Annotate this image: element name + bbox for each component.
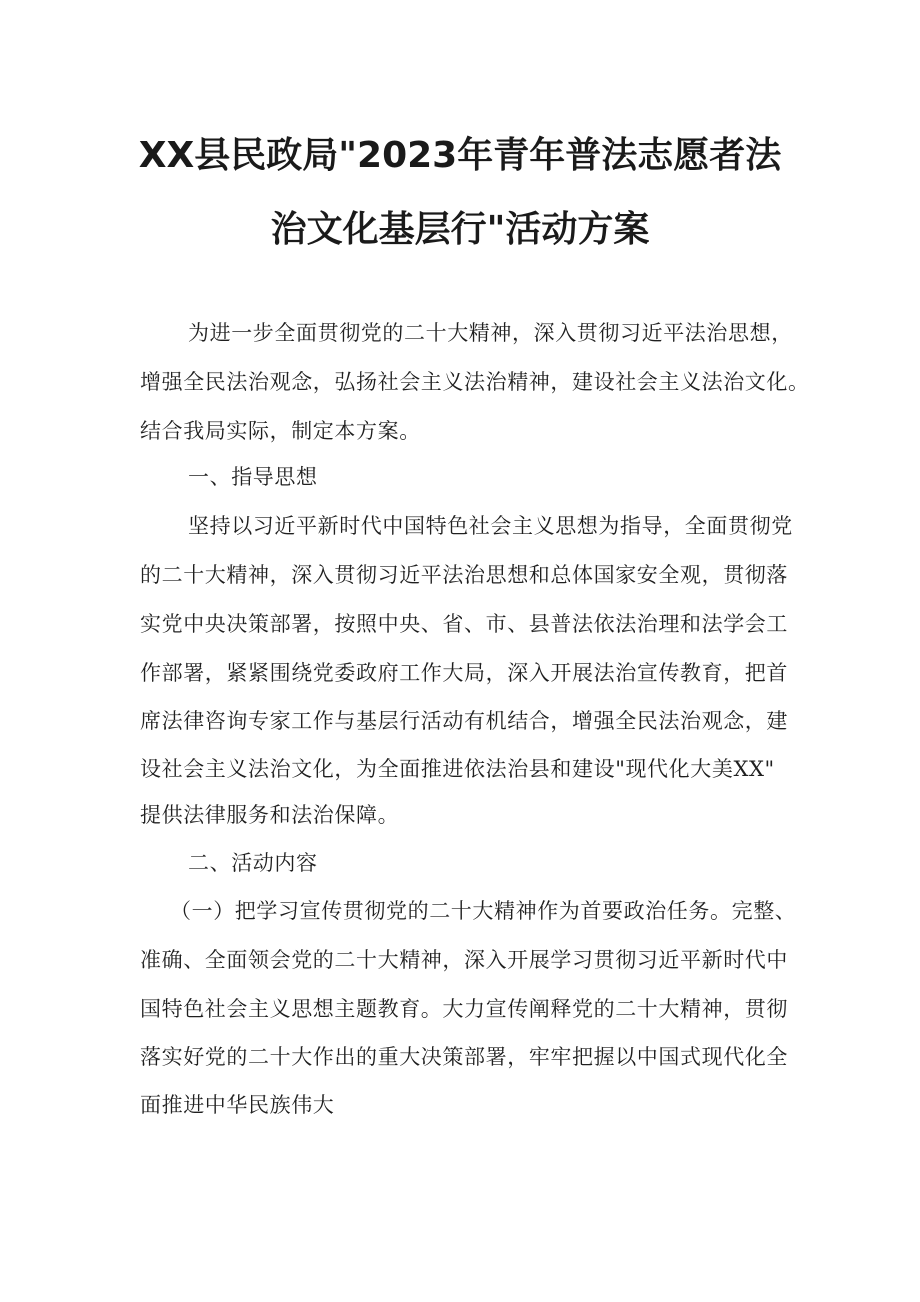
section-heading-guiding-ideology: 一、指导思想	[188, 465, 318, 489]
paragraph-line: 的二十大精神，深入贯彻习近平法治思想和总体国家安全观，贯彻落	[140, 563, 788, 587]
paragraph-line: 提供法律服务和法治保障。	[140, 803, 400, 827]
paragraph-line: 坚持以习近平新时代中国特色社会主义思想为指导，全面贯彻党	[188, 514, 793, 538]
paragraph-line: 席法律咨询专家工作与基层行活动有机结合，增强全民法治观念，建	[140, 709, 788, 733]
paragraph-line: 准确、全面领会党的二十大精神，深入开展学习贯彻习近平新时代中	[140, 948, 788, 972]
paragraph-line: 结合我局实际，制定本方案。	[140, 419, 421, 443]
paragraph-line: 设社会主义法治文化，为全面推进依法治县和建设"现代化大美XX"	[140, 757, 775, 781]
document-title-line-1: XX县民政局"2023年青年普法志愿者法	[138, 135, 782, 176]
paragraph-line: 国特色社会主义思想主题教育。大力宣传阐释党的二十大精神，贯彻	[140, 997, 788, 1021]
paragraph-line: （一）把学习宣传贯彻党的二十大精神作为首要政治任务。完整、	[170, 899, 797, 923]
section-heading-activity-content: 二、活动内容	[188, 851, 318, 875]
paragraph-line: 落实好党的二十大作出的重大决策部署，牢牢把握以中国式现代化全	[140, 1045, 788, 1069]
paragraph-line: 实党中央决策部署，按照中央、省、市、县普法依法治理和法学会工	[140, 612, 788, 636]
paragraph-line: 作部署，紧紧围绕党委政府工作大局，深入开展法治宣传教育，把首	[140, 661, 788, 685]
document-title-line-2: 治文化基层行"活动方案	[270, 209, 650, 250]
paragraph-line: 增强全民法治观念，弘扬社会主义法治精神，建设社会主义法治文化。	[140, 370, 810, 394]
paragraph-line: 为进一步全面贯彻党的二十大精神，深入贯彻习近平法治思想，	[188, 321, 793, 345]
paragraph-line: 面推进中华民族伟大	[140, 1093, 335, 1117]
